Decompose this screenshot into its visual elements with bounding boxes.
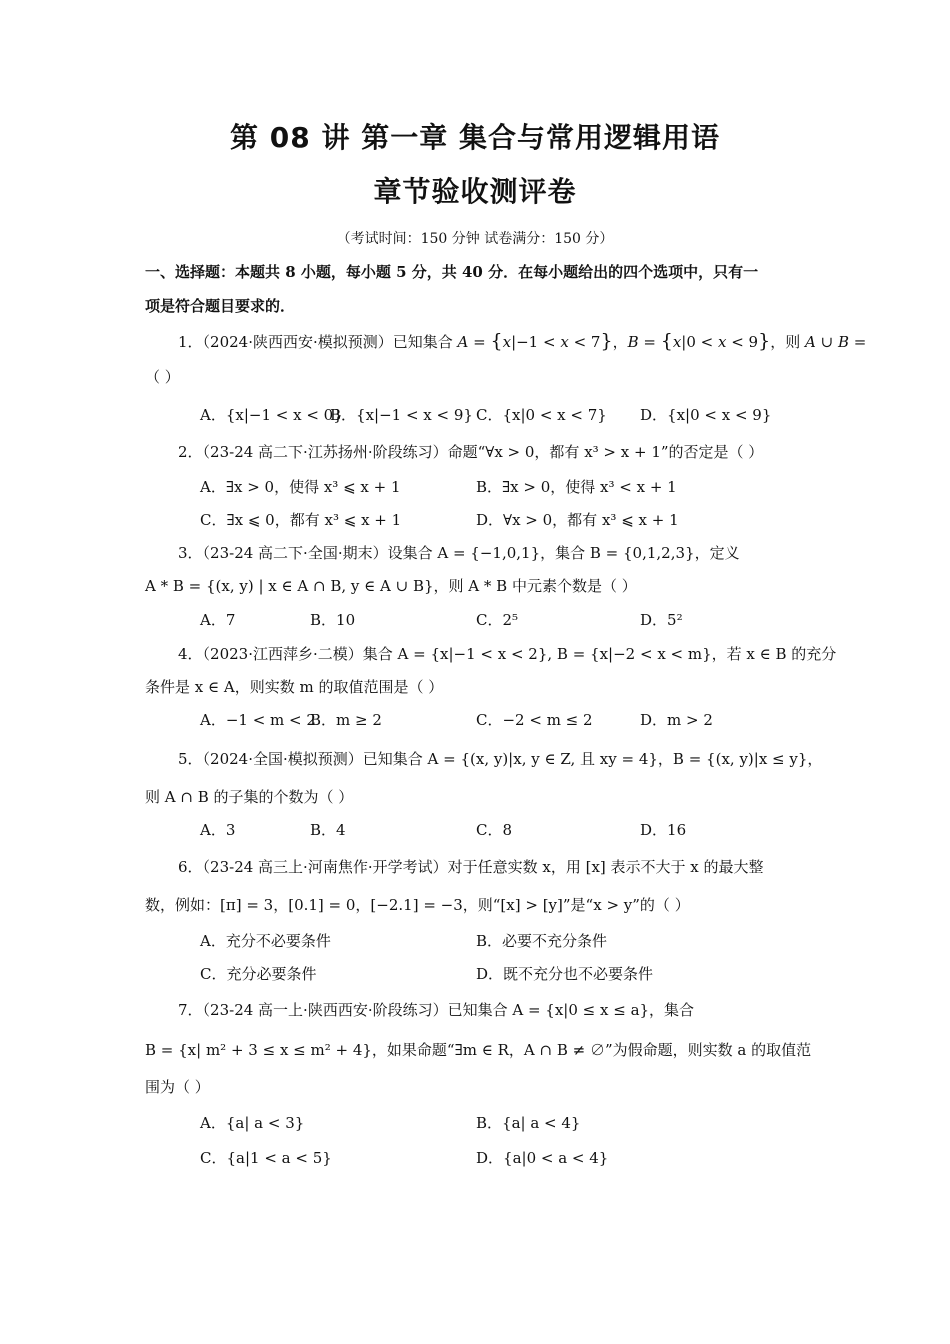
q5-option-b: B．4: [310, 821, 346, 839]
question-5: 5．（2024·全国·模拟预测）已知集合 A = {(x, y)|x, y ∈ Z, 且 xy = 4}，B = {(x, y)|x ≤ y}，: [178, 750, 823, 768]
q7-option-a: A．{a| a < 3}: [200, 1114, 305, 1132]
q6-option-d: D．既不充分也不必要条件: [476, 965, 654, 983]
q2-option-d: D．∀x > 0，都有 x³ ⩽ x + 1: [476, 511, 679, 529]
q6-option-a: A．充分不必要条件: [200, 932, 331, 950]
question-7: 7．（23-24 高一上·陕西西安·阶段练习）已知集合 A = {x|0 ≤ x ≤ a}，集合: [178, 1001, 695, 1019]
q1-option-c: C．{x|0 < x < 7}: [476, 406, 607, 424]
q2-option-a: A．∃x > 0，使得 x³ ⩽ x + 1: [200, 478, 401, 496]
question-6-line2: 数，例如：[π] = 3，[0.1] = 0，[−2.1] = −3，则“[x] > [y]”是“x > y”的（ ）: [145, 896, 690, 914]
page-subtitle-title: 章节验收测评卷: [373, 175, 577, 208]
question-2: 2．（23-24 高二下·江苏扬州·阶段练习）命题“∀x > 0，都有 x³ > x + 1”的否定是（ ）: [178, 443, 764, 461]
q1-option-a: A．{x|−1 < x < 0}: [200, 406, 343, 424]
question-4-line2: 条件是 x ∈ A，则实数 m 的取值范围是（ ）: [145, 678, 444, 696]
q5-option-a: A．3: [200, 821, 236, 839]
question-1-lead: 1．（2024·陕西西安·模拟预测）已知集合: [178, 333, 453, 351]
q5-option-c: C．8: [476, 821, 513, 839]
question-5-line2: 则 A ∩ B 的子集的个数为（ ）: [145, 788, 354, 806]
q4-option-b: B．m ≥ 2: [310, 711, 382, 729]
page-title: 第 08 讲 第一章 集合与常用逻辑用语: [230, 121, 720, 154]
question-1-paren: （ ）: [145, 368, 180, 386]
question-3: 3．（23-24 高二下·全国·期末）设集合 A = {−1,0,1}，集合 B = {0,1,2,3}，定义: [178, 544, 740, 562]
question-1: 1．（2024·陕西西安·模拟预测）已知集合 A = {x|−1 < x < 7}，B = {x|0 < x < 9}，则 A ∪ B =: [178, 330, 867, 352]
q6-option-c: C．充分必要条件: [200, 965, 317, 983]
question-7-line2: B = {x| m² + 3 ≤ x ≤ m² + 4}，如果命题“∃m ∈ R，A ∩ B ≠ ∅”为假命题，则实数 a 的取值范: [145, 1041, 812, 1059]
q3-option-d: D．5²: [640, 611, 683, 629]
q1-option-b: B．{x|−1 < x < 9}: [330, 406, 473, 424]
question-7-line3: 围为（ ）: [145, 1078, 210, 1096]
question-6: 6．（23-24 高三上·河南焦作·开学考试）对于任意实数 x，用 [x] 表示不大于 x 的最大整: [178, 858, 764, 876]
q7-option-b: B．{a| a < 4}: [476, 1114, 581, 1132]
exam-info: （考试时间：150 分钟 试卷满分：150 分）: [336, 231, 614, 247]
q6-option-b: B．必要不充分条件: [476, 932, 608, 950]
q5-option-d: D．16: [640, 821, 687, 839]
q1-option-d: D．{x|0 < x < 9}: [640, 406, 772, 424]
q4-option-c: C．−2 < m ≤ 2: [476, 711, 593, 729]
section-heading-line2: 项是符合题目要求的．: [145, 297, 296, 315]
q4-option-a: A．−1 < m < 2: [200, 711, 316, 729]
q3-option-c: C．2⁵: [476, 611, 519, 629]
q4-option-d: D．m > 2: [640, 711, 713, 729]
question-3-line2: A * B = {(x, y) | x ∈ A ∩ B, y ∈ A ∪ B}，则 A * B 中元素个数是（ ）: [145, 577, 637, 595]
section-heading-line1: 一、选择题：本题共 8 小题，每小题 5 分，共 40 分．在每小题给出的四个选项中，只有一: [145, 263, 759, 281]
q3-option-a: A．7: [200, 611, 236, 629]
question-4: 4．（2023·江西萍乡·二模）集合 A = {x|−1 < x < 2}, B = {x|−2 < x < m}，若 x ∈ B 的充分: [178, 645, 837, 663]
q2-option-c: C．∃x ⩽ 0，都有 x³ ⩽ x + 1: [200, 511, 402, 529]
q3-option-b: B．10: [310, 611, 356, 629]
q2-option-b: B．∃x > 0，使得 x³ < x + 1: [476, 478, 677, 496]
q7-option-c: C．{a|1 < a < 5}: [200, 1149, 332, 1167]
q7-option-d: D．{a|0 < a < 4}: [476, 1149, 609, 1167]
